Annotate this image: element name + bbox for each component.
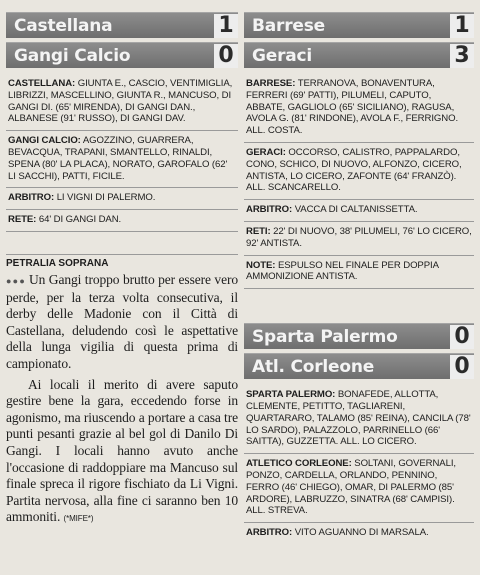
paragraph-text: Un Gangi troppo brutto per essere vero perde, per la terza volta consecutiva, il derby delle Madonie con il Città di Castellana, deludendo così le aspettative della lunga vigilia di questa prima di campionato. — [6, 271, 239, 371]
referee-text: VACCA DI CALTANISSETTA. — [294, 204, 418, 216]
team-score: 3 — [450, 44, 474, 68]
lineup-away — [6, 131, 238, 188]
referee-label: ARBITRO: — [246, 204, 293, 216]
goals-label: RETE: — [8, 214, 37, 226]
team-bar-away — [244, 353, 474, 379]
team-score: 0 — [214, 44, 238, 68]
team-score: 1 — [450, 14, 474, 38]
lineup-label: CASTELLANA: — [8, 78, 76, 89]
team-bar-away — [6, 42, 238, 68]
notes-info — [244, 256, 474, 290]
team-name: Barrese — [252, 15, 325, 36]
referee-text: LI VIGNI DI PALERMO. — [56, 192, 156, 204]
lineup-text: TERRANOVA, BONAVENTURA, FERRERI (69' PATTI), PILUMELI, CAPUTO, ABBATE, GAGLIOLO (65' SICILIANO), RAGUSA, AVOLA G. (81' RINDONE), AVOLA F., FERRIGNO. ALL. COSTA. — [246, 78, 459, 137]
lineup-away — [244, 454, 474, 523]
lineup-label: BARRESE: — [246, 78, 296, 89]
team-bar-home — [6, 12, 238, 38]
lineup-label: ATLETICO CORLEONE: — [246, 458, 352, 470]
notes-text: ESPULSO NEL FINALE PER DOPPIA AMMONIZIONE ANTISTA. — [246, 259, 439, 283]
article-signature: (*MIFE*) — [63, 514, 94, 524]
lineup-away — [244, 143, 474, 200]
team-bar-home — [244, 323, 474, 349]
lineup-text: SOLTANI, GOVERNALI, PONZO, CARDELLA, ORLANDO, PENNINO, FERRO (46' CHIEGO), OMAR, DI PALERMO (85' ARDORE), LABRUZZO, SINATRA (68' CAMPISI). ALL. STREVA. — [246, 458, 456, 517]
article-paragraph — [6, 272, 238, 373]
goals-info — [244, 222, 474, 256]
referee-info — [244, 200, 474, 222]
referee-label: ARBITRO: — [8, 192, 55, 204]
goals-text: 64' DI GANGI DAN. — [38, 214, 122, 226]
article-paragraph — [6, 377, 238, 528]
team-bar-away — [244, 42, 474, 68]
referee-info — [244, 523, 474, 544]
paragraph-text: Ai locali il merito di avere saputo gestire bene la gara, eccedendo forse in agonismo, ma riuscendo a portare a casa tre punti pesanti grazie al bel gol di Danilo Di Gangi. I locali hanno avuto anche l'occasione di raddoppiare ma Mancuso sul finale spreca il rigore fischiato da Li Vigni. Partita nervosa, alla fine ci saranno ben 10 ammoniti. — [6, 376, 238, 525]
goals-info — [6, 210, 238, 232]
lineup-home — [244, 74, 474, 143]
notes-label: NOTE: — [246, 259, 276, 271]
bullet-icon: ●●● — [6, 275, 26, 286]
lineup-home — [244, 385, 474, 454]
lineup-text: AGOZZINO, GUARRERA, BEVACQUA, TRAPANI, SMANTELLO, RINALDI, SPENA (80' LA PLACA), NORATO, GAROFALO (62' LI SACCHI), PATTI, FICILE. — [8, 135, 228, 182]
article-dateline: PETRALIA SOPRANA — [6, 254, 238, 269]
team-name: Sparta Palermo — [252, 326, 398, 347]
referee-label: ARBITRO: — [246, 527, 293, 539]
match-castellana-gangi — [6, 0, 238, 528]
match-barrese-geraci — [244, 12, 474, 289]
referee-text: VITO AGUANNO DI MARSALA. — [294, 527, 429, 539]
team-name: Atl. Corleone — [252, 356, 375, 377]
lineup-text: GIUNTA E., CASCIO, VENTIMIGLIA, LIBRIZZI, MASCELLINO, GIUNTA R., MANCUSO, DI GANGI DI. (65' MIRENDA), DI GANGI DAN., ALBANESE (91' RUSSO), DI GANGI DAV. — [8, 78, 233, 125]
team-name: Castellana — [14, 15, 113, 36]
lineup-label: SPARTA PALERMO: — [246, 389, 336, 401]
goals-text: 22' DI NUOVO, 38' PILUMELI, 76' LO CICERO, 92' ANTISTA. — [246, 225, 472, 249]
team-score: 0 — [450, 355, 474, 379]
goals-label: RETI: — [246, 225, 271, 237]
team-score: 1 — [214, 14, 238, 38]
lineup-label: GERACI: — [246, 146, 286, 158]
team-name: Gangi Calcio — [14, 45, 131, 66]
team-score: 0 — [450, 325, 474, 349]
lineup-text: BONAFEDE, ALLOTTA, CLEMENTE, PETITTO, TAGLIARENI, QUARTARARO, TALAMO (85' REINA), CANCILA (78' LO SARDO), PALAZZOLO, PARRINELLO (66' SAITTA), GUZZETTA. ALL. LO CICERO. — [246, 389, 471, 448]
referee-info — [6, 188, 238, 210]
right-column — [244, 0, 474, 544]
article-body — [6, 272, 238, 528]
lineup-home — [6, 74, 238, 131]
match-sparta-corleone — [244, 323, 474, 544]
team-bar-home — [244, 12, 474, 38]
team-name: Geraci — [252, 45, 313, 66]
lineup-text: OCCORSO, CALISTRO, PAPPALARDO, CONO, SCHICO, DI NUOVO, ALFONZO, CICERO, ANTISTA, LO CICERO, ZAFONTE (64' FRANZÒ). ALL. SCANCARELLO. — [246, 146, 462, 194]
lineup-label: GANGI CALCIO: — [8, 135, 81, 147]
